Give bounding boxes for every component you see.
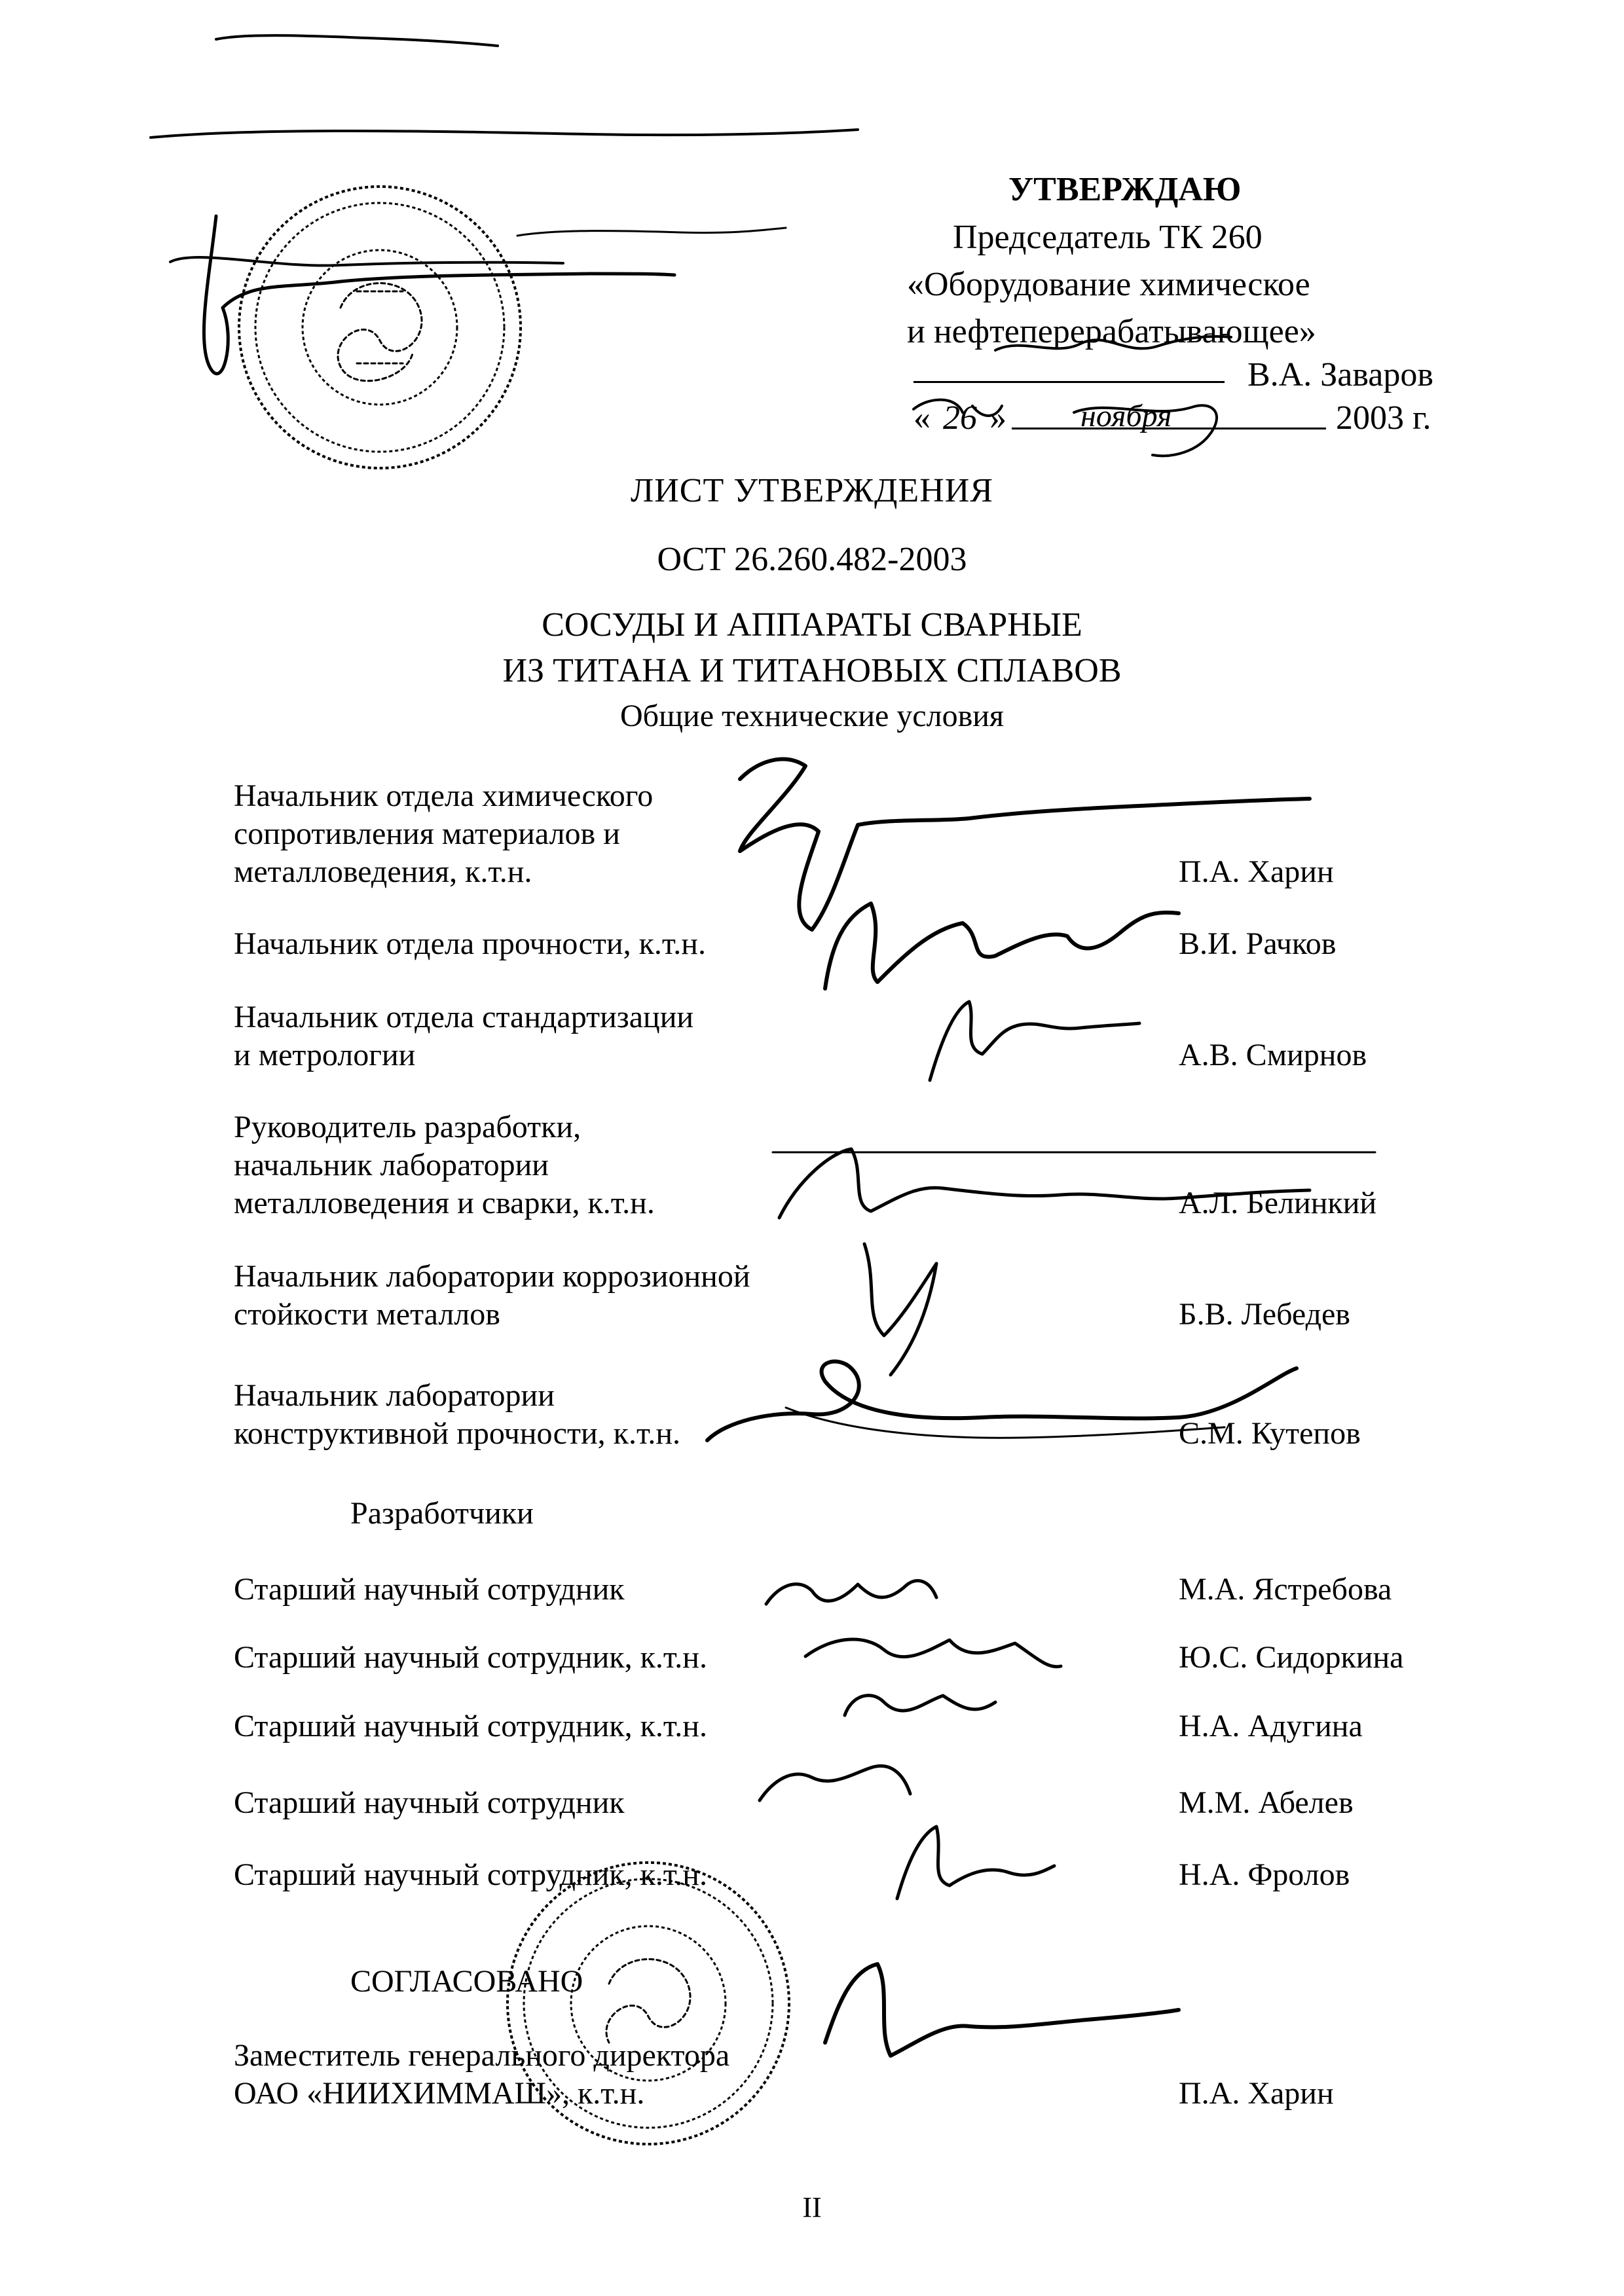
developer-role-2: Старший научный сотрудник, к.т.н. — [234, 1640, 707, 1675]
developer-name-5: Н.А. Фролов — [1179, 1857, 1350, 1892]
official-role-5-line-2: стойкости металлов — [234, 1297, 500, 1332]
signature-kharin-2 — [825, 1964, 1179, 2056]
official-role-4-line-3: металловедения и сварки, к.т.н. — [234, 1186, 655, 1220]
document-name-line-1: СОСУДЫ И АППАРАТЫ СВАРНЫЕ — [542, 606, 1082, 644]
document-title: ЛИСТ УТВЕРЖДЕНИЯ — [630, 472, 993, 509]
round-stamp-top — [239, 187, 521, 468]
approval-date — [913, 395, 1006, 441]
signature-lebedev — [864, 1244, 936, 1375]
approval-line-2: «Оборудование химическое — [907, 266, 1310, 303]
document-code: ОСТ 26.260.482-2003 — [657, 541, 967, 578]
signature-yastrebova — [766, 1580, 936, 1604]
official-role-3-line-1: Начальник отдела стандартизации — [234, 1000, 694, 1034]
signature-abelev — [760, 1766, 910, 1800]
agreed-role-line-2: ОАО «НИИХИММАШ», к.т.н. — [234, 2076, 645, 2111]
signature-adugina — [845, 1696, 995, 1715]
official-name-2: В.И. Рачков — [1179, 926, 1337, 961]
developer-role-1: Старший научный сотрудник — [234, 1572, 625, 1607]
official-name-3: А.В. Смирнов — [1179, 1038, 1367, 1072]
developer-role-3: Старший научный сотрудник, к.т.н. — [234, 1709, 707, 1743]
approver-name: В.А. Заваров — [1247, 356, 1433, 393]
official-role-1-line-2: сопротивления материалов и — [234, 816, 620, 851]
developers-heading: Разработчики — [350, 1496, 534, 1531]
developer-name-2: Ю.С. Сидоркина — [1179, 1640, 1404, 1675]
official-role-6-line-1: Начальник лаборатории — [234, 1378, 555, 1413]
official-role-4-line-1: Руководитель разработки, — [234, 1110, 581, 1144]
document-name-line-2: ИЗ ТИТАНА И ТИТАНОВЫХ СПЛАВОВ — [502, 652, 1122, 689]
official-name-4: А.Л. Белинкий — [1179, 1186, 1377, 1220]
agreed-role-line-1: Заместитель генерального директора — [234, 2038, 730, 2073]
official-role-6-line-2: конструктивной прочности, к.т.н. — [234, 1416, 681, 1451]
developer-role-4: Старший научный сотрудник — [234, 1785, 625, 1820]
official-role-2: Начальник отдела прочности, к.т.н. — [234, 926, 706, 961]
signature-rachkov — [825, 903, 1179, 989]
signature-sidorkina — [805, 1639, 1061, 1667]
developer-name-4: М.М. Абелев — [1179, 1785, 1354, 1820]
approval-heading: УТВЕРЖДАЮ — [1008, 171, 1242, 208]
approval-line-3: и нефтеперерабатывающее» — [907, 313, 1316, 350]
official-name-5: Б.В. Лебедев — [1179, 1297, 1350, 1332]
certifier-signature — [204, 216, 674, 374]
official-role-1-line-3: металловедения, к.т.н. — [234, 854, 532, 889]
signature-kharin-1 — [740, 759, 1310, 930]
agreed-heading: СОГЛАСОВАНО — [350, 1964, 583, 1999]
signature-frolov — [897, 1827, 1054, 1899]
date-close-quote: » — [989, 399, 1006, 437]
approval-line-1: Председатель ТК 260 — [953, 219, 1263, 256]
official-name-1: П.А. Харин — [1179, 854, 1334, 889]
page-number: II — [802, 2191, 822, 2223]
signature-smirnov — [930, 1002, 1139, 1080]
date-day: 26 — [943, 399, 977, 437]
document-subtitle: Общие технические условия — [619, 699, 1004, 733]
official-name-6: С.М. Кутепов — [1179, 1416, 1361, 1451]
developer-role-5: Старший научный сотрудник, к.т.н. — [234, 1857, 707, 1892]
date-month: ноября — [1080, 399, 1172, 433]
official-role-4-line-2: начальник лаборатории — [234, 1148, 549, 1182]
official-role-1-line-1: Начальник отдела химического — [234, 778, 654, 813]
date-open-quote: « — [913, 399, 931, 437]
developer-name-1: М.А. Ястребова — [1179, 1572, 1392, 1607]
approver-signature-line — [913, 381, 1225, 383]
handwritten-certification-note — [151, 35, 858, 236]
official-role-3-line-2: и метрологии — [234, 1038, 416, 1072]
developer-name-3: Н.А. Адугина — [1179, 1709, 1363, 1743]
official-role-5-line-1: Начальник лаборатории коррозионной — [234, 1259, 750, 1294]
date-year: 2003 г. — [1336, 399, 1431, 437]
agreed-name: П.А. Харин — [1179, 2076, 1334, 2111]
